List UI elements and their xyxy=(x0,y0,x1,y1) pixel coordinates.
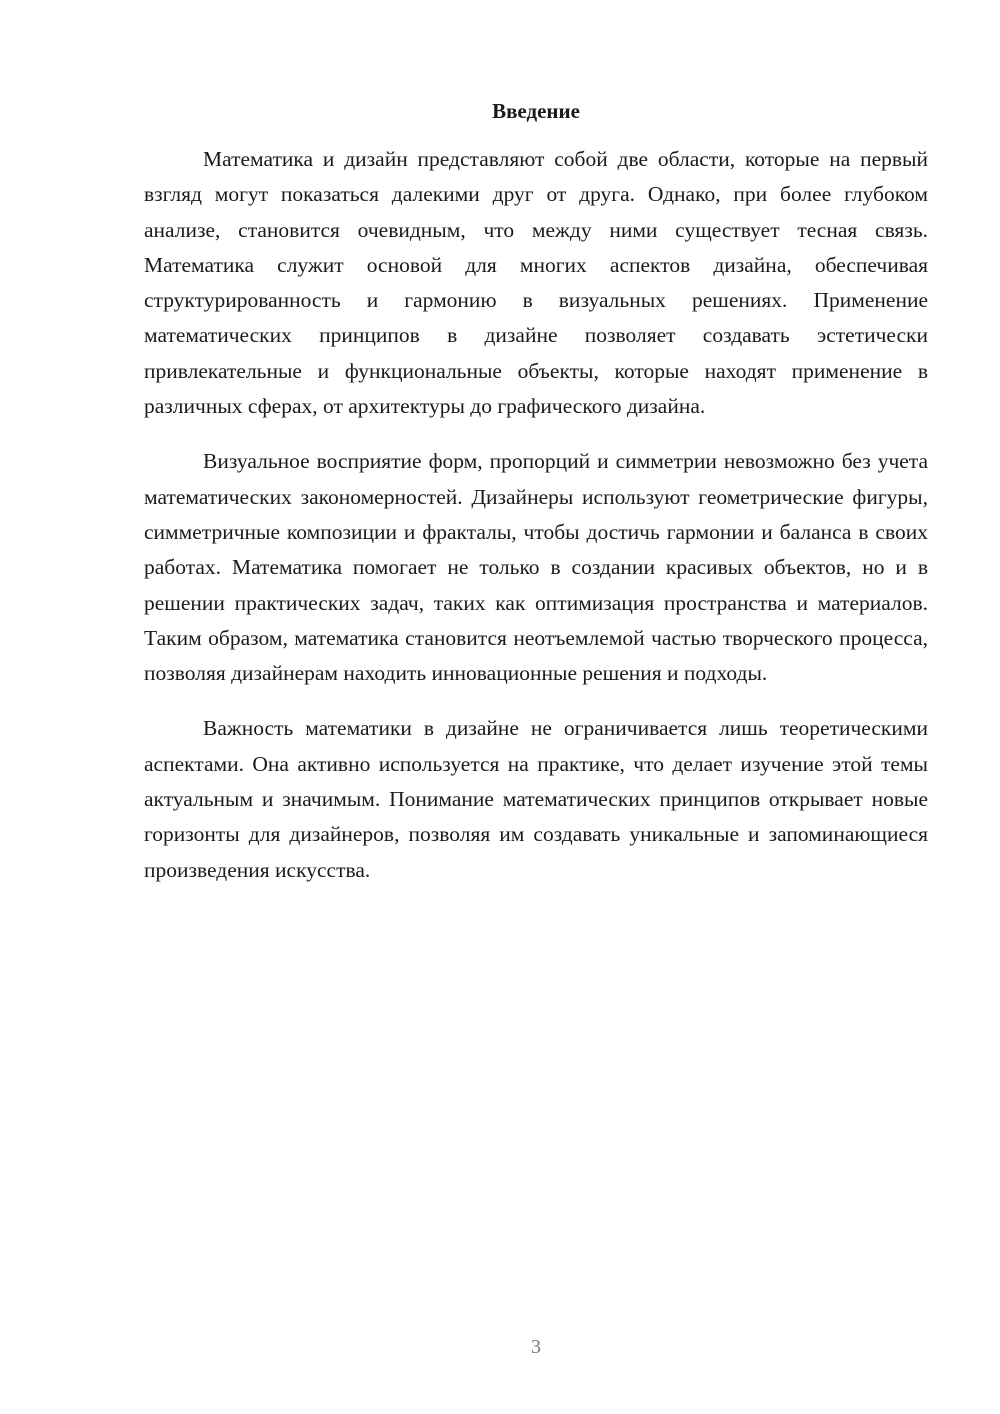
paragraph-3: Важность математики в дизайне не ограничивается лишь теоретическими аспектами. Она активно используется на практике, что делает изучение этой темы актуальным и значимым. Понимание математических принципов открывает новые горизонты для дизайнеров, позволяя им создавать уникальные и запоминающиеся произведения искусства. xyxy=(144,716,928,882)
paragraph-1: Математика и дизайн представляют собой две области, которые на первый взгляд могут показаться далекими друг от друга. Однако, при более глубоком анализе, становится очевидным, что между ними существует тесная связь. Математика служит основой для многих аспектов дизайна, обеспечивая структурированность и гармонию в визуальных решениях. Применение математических принципов в дизайне позволяет создавать эстетически привлекательные и функциональные объекты, которые находят применение в различных сферах, от архитектуры до графического дизайна. xyxy=(144,147,928,419)
body-text xyxy=(144,142,928,908)
section-title: Введение xyxy=(492,99,580,123)
page-number: 3 xyxy=(531,1336,541,1358)
paragraph-2: Визуальное восприятие форм, пропорций и симметрии невозможно без учета математических закономерностей. Дизайнеры используют геометрические фигуры, симметричные композиции и фракталы, чтобы достичь гармонии и баланса в своих работах. Математика помогает не только в создании красивых объектов, но и в решении практических задач, таких как оптимизация пространства и материалов. Таким образом, математика становится неотъемлемой частью творческого процесса, позволяя дизайнерам находить инновационные решения и подходы. xyxy=(144,449,928,686)
